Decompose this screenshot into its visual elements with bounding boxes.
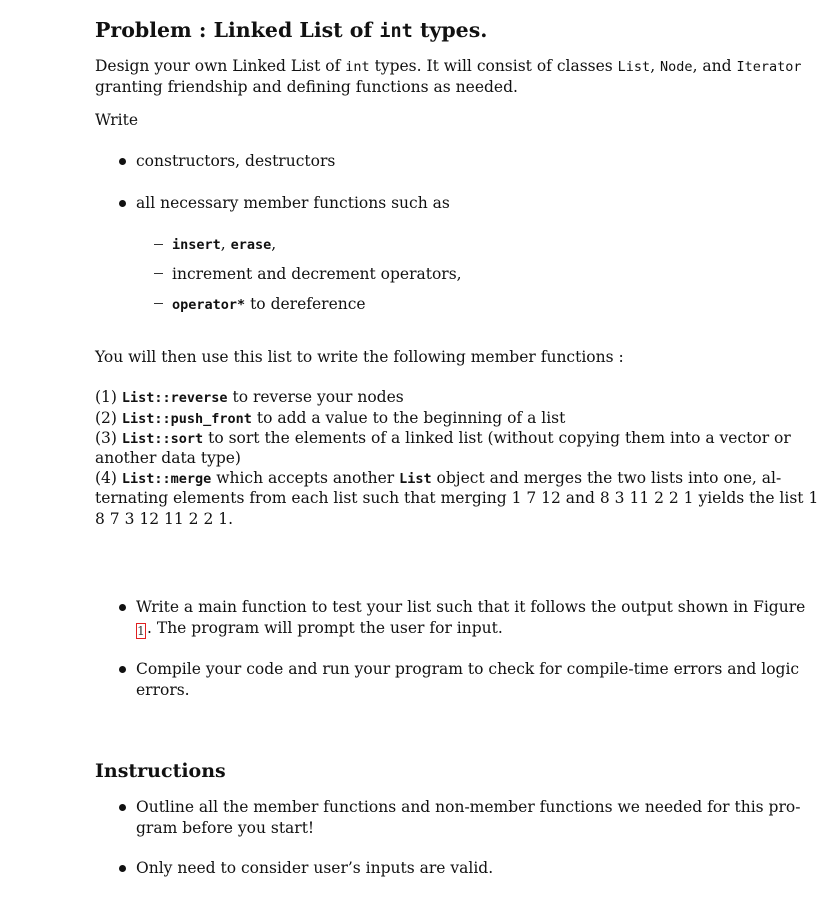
- title-suffix: types.: [412, 18, 488, 42]
- function-text: which accepts another: [211, 469, 400, 487]
- intro-text: Design your own Linked List of: [95, 57, 346, 75]
- bullet-icon: [119, 865, 126, 872]
- bullet-icon: [119, 804, 126, 811]
- list-item-constructors: constructors, destructors: [136, 152, 336, 170]
- instruction-outline: Outline all the member functions and non-member functions we needed for this pro-: [136, 798, 801, 816]
- item-number: (2): [95, 409, 122, 427]
- bullet-icon: [119, 666, 126, 673]
- sub-item-text: to dereference: [245, 295, 366, 313]
- bullet-compile-line-2: errors.: [136, 681, 190, 699]
- instruction-valid-inputs: Only need to consider user’s inputs are valid.: [136, 859, 494, 877]
- code-sort: List::sort: [121, 431, 204, 447]
- intro-line-2: granting friendship and defining functions as needed.: [95, 78, 518, 96]
- code-node: Node: [660, 59, 693, 75]
- function-push-front: [95, 409, 565, 427]
- code-int: int: [345, 59, 370, 75]
- code-list: List: [617, 59, 651, 75]
- sub-item-insert-erase: [172, 235, 276, 253]
- title-code: int: [379, 21, 413, 42]
- item-number: (3): [95, 429, 122, 447]
- figure-reference-link[interactable]: 1: [137, 624, 145, 638]
- code-reverse: List::reverse: [121, 390, 228, 406]
- item-number: (1): [95, 388, 122, 406]
- intro-text: ,: [650, 57, 661, 75]
- function-sort-line-2: another data type): [95, 449, 241, 467]
- function-text: to sort the elements of a linked list (without copying them into a vector or: [203, 429, 791, 447]
- bullet-icon: [119, 200, 126, 207]
- intro-text: types. It will consist of classes: [369, 57, 618, 75]
- bullet-compile: Compile your code and run your program to check for compile-time errors and logic: [136, 660, 800, 678]
- sub-item-text: ,: [271, 235, 277, 253]
- instruction-outline-line-2: gram before you start!: [136, 819, 315, 837]
- function-text: to add a value to the beginning of a list: [251, 409, 566, 427]
- bullet-main-function-line-2: [136, 619, 503, 639]
- function-sort: [95, 429, 791, 447]
- bullet-icon: [119, 158, 126, 165]
- function-merge: [95, 469, 781, 487]
- function-text: object and merges the two lists into one, al-: [431, 469, 782, 487]
- dash-icon: [154, 244, 163, 245]
- intro-line-1: [95, 57, 802, 75]
- sub-item-text: ,: [220, 235, 231, 253]
- intro-text: , and: [692, 57, 737, 75]
- code-push-front: List::push_front: [121, 411, 252, 427]
- page-title: [95, 18, 487, 42]
- write-label: Write: [95, 111, 139, 129]
- function-merge-line-2: ternating elements from each list such that merging 1 7 12 and 8 3 11 2 2 1 yields the list 1: [95, 489, 819, 507]
- dash-icon: [154, 303, 163, 304]
- bullet-text: . The program will prompt the user for input.: [147, 619, 503, 637]
- function-text: to reverse your nodes: [227, 388, 404, 406]
- function-merge-line-3: 8 7 3 12 11 2 2 1.: [95, 510, 234, 528]
- code-operator-star: operator*: [172, 297, 246, 313]
- sub-item-operators: increment and decrement operators,: [172, 265, 462, 283]
- functions-intro: You will then use this list to write the following member functions :: [95, 348, 624, 366]
- instructions-heading: Instructions: [95, 760, 226, 782]
- title-prefix: Problem : Linked List of: [95, 18, 380, 42]
- sub-item-dereference: [172, 295, 366, 313]
- code-list: List: [399, 471, 432, 487]
- list-item-member-functions: all necessary member functions such as: [136, 194, 450, 212]
- item-number: (4): [95, 469, 122, 487]
- code-erase: erase: [230, 237, 272, 253]
- code-merge: List::merge: [121, 471, 212, 487]
- dash-icon: [154, 273, 163, 274]
- bullet-main-function: Write a main function to test your list such that it follows the output shown in Figure: [136, 598, 806, 616]
- code-iterator: Iterator: [736, 59, 802, 75]
- bullet-icon: [119, 604, 126, 611]
- code-insert: insert: [172, 237, 221, 253]
- function-reverse: [95, 388, 404, 406]
